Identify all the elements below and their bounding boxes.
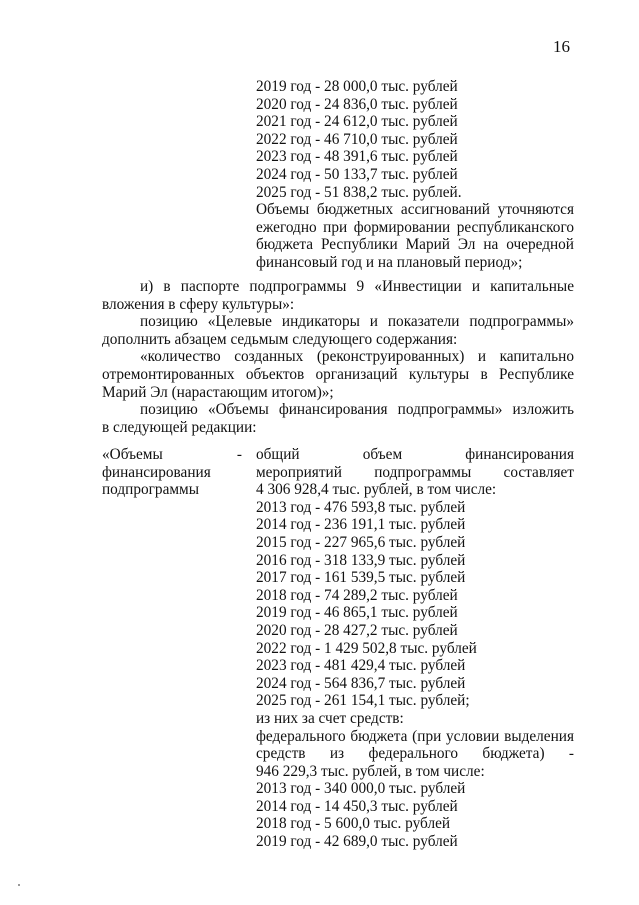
year-line: 2016 год - 318 133,9 тыс. рублей (256, 551, 466, 569)
funding-intro-line: общий объем финансирования (256, 446, 574, 463)
paragraph-line: позицию «Целевые индикаторы и показатели подпрограммы» (140, 313, 574, 331)
year-line: 2022 год - 1 429 502,8 тыс. рублей (256, 639, 477, 657)
year-line: 2022 год - 46 710,0 тыс. рублей (256, 130, 458, 148)
paragraph-line: отремонтированных объектов организаций культуры в Республике (102, 365, 574, 383)
position-label: финансирования (102, 463, 211, 481)
year-line: 2018 год - 5 600,0 тыс. рублей (256, 815, 451, 833)
year-line: 2021 год - 24 612,0 тыс. рублей (256, 113, 458, 131)
year-line: 2017 год - 161 539,5 тыс. рублей (256, 569, 466, 587)
year-line: 2015 год - 227 965,6 тыс. рублей (256, 533, 466, 551)
funding-intro-line: мероприятий подпрограммы составляет (256, 463, 574, 481)
note-line: бюджета Республики Марий Эл на очередной (256, 236, 574, 254)
federal-budget-line: 946 229,3 тыс. рублей, в том числе: (256, 762, 485, 780)
paragraph-line: «количество созданных (реконструированных) и капитально (140, 348, 574, 366)
year-line: 2014 год - 14 450,3 тыс. рублей (256, 797, 458, 815)
year-line: 2019 год - 42 689,0 тыс. рублей (256, 833, 458, 851)
federal-budget-line: федерального бюджета (при условии выделения (256, 727, 574, 745)
year-line: 2018 год - 74 289,2 тыс. рублей (256, 586, 458, 604)
year-line: 2019 год - 46 865,1 тыс. рублей (256, 604, 458, 622)
scan-speck (18, 884, 20, 886)
year-line: 2020 год - 24 836,0 тыс. рублей (256, 95, 458, 113)
position-label: «Объемы - (102, 446, 242, 463)
year-line: 2024 год - 564 836,7 тыс. рублей (256, 674, 466, 692)
paragraph-line: дополнить абзацем седьмым следующего содержания: (102, 330, 458, 348)
year-line: 2025 год - 51 838,2 тыс. рублей. (256, 183, 462, 201)
funding-intro-line: 4 306 928,4 тыс. рублей, в том числе: (256, 481, 497, 499)
note-line: финансовый год и на плановый период»; (256, 253, 523, 271)
amendment-body (102, 278, 574, 436)
note-line: ежегодно при формировании республиканского (256, 218, 574, 236)
year-line: 2013 год - 476 593,8 тыс. рублей (256, 498, 466, 516)
federal-budget-line: средств из федерального бюджета) - (256, 745, 574, 763)
paragraph-line: вложения в сферу культуры»: (102, 295, 295, 313)
table-left-column (102, 446, 242, 499)
year-line: 2020 год - 28 427,2 тыс. рублей (256, 621, 458, 639)
table-right-column (256, 446, 574, 851)
paragraph-line: позицию «Объемы финансирования подпрограммы» изложить (140, 401, 574, 419)
sources-label: из них за счет средств: (256, 709, 404, 727)
paragraph-line: в следующей редакции: (102, 418, 257, 436)
top-continuation-block (256, 78, 574, 272)
page-number: 16 (553, 37, 570, 56)
year-line: 2019 год - 28 000,0 тыс. рублей (256, 78, 458, 95)
paragraph-line: Марий Эл (нарастающим итогом)»; (102, 383, 334, 401)
position-label: подпрограммы (102, 481, 200, 499)
year-line: 2024 год - 50 133,7 тыс. рублей (256, 165, 458, 183)
year-line: 2023 год - 481 429,4 тыс. рублей (256, 657, 466, 675)
year-line: 2013 год - 340 000,0 тыс. рублей (256, 780, 466, 798)
note-line: Объемы бюджетных ассигнований уточняются (256, 201, 574, 219)
paragraph-line: и) в паспорте подпрограммы 9 «Инвестиции и капитальные (140, 278, 574, 295)
year-line: 2014 год - 236 191,1 тыс. рублей (256, 516, 466, 534)
year-line: 2025 год - 261 154,1 тыс. рублей; (256, 692, 470, 710)
year-line: 2023 год - 48 391,6 тыс. рублей (256, 148, 458, 166)
